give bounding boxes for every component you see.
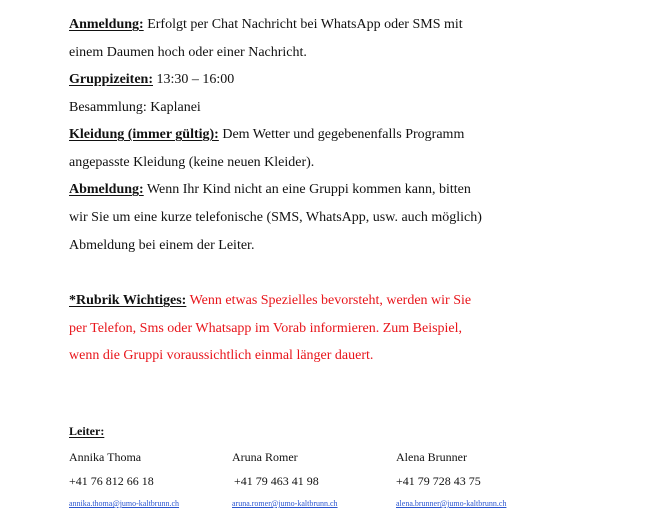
abmeldung-text-1: Wenn Ihr Kind nicht an eine Gruppi kommen kann, bitten xyxy=(143,182,471,197)
contact-name: Annika Thoma xyxy=(69,450,142,464)
kleidung-text-1: Dem Wetter und gegebenenfalls Programm xyxy=(218,127,465,142)
contact-email-link[interactable]: annika.thoma@jumo-kaltbrunn.ch xyxy=(69,499,180,508)
gruppizeiten-text: 13:30 – 16:00 xyxy=(153,72,235,87)
kleidung-label: Kleidung (immer gültig): xyxy=(69,127,219,142)
anmeldung-line-1 xyxy=(69,16,463,34)
gruppizeiten-line xyxy=(69,71,234,89)
anmeldung-line-2 xyxy=(69,44,307,62)
kleidung-text-2: angepasste Kleidung (keine neuen Kleider). xyxy=(69,155,315,170)
abmeldung-line-2 xyxy=(69,209,482,227)
rubrik-text-2: per Telefon, Sms oder Whatsapp im Vorab informieren. Zum Beispiel, xyxy=(69,321,463,336)
abmeldung-text-3: Abmeldung bei einem der Leiter. xyxy=(69,238,255,253)
kleidung-line-2 xyxy=(69,154,314,172)
contact-name: Aruna Romer xyxy=(232,450,298,464)
contact-phone: +41 79 463 41 98 xyxy=(234,474,319,488)
rubrik-line-1 xyxy=(69,292,471,310)
abmeldung-text-2: wir Sie um eine kurze telefonische (SMS, WhatsApp, usw. auch möglich) xyxy=(69,210,482,225)
contact-email-link[interactable]: aruna.romer@jumo-kaltbrunn.ch xyxy=(232,499,338,508)
rubrik-line-3 xyxy=(69,347,373,365)
abmeldung-line-1 xyxy=(69,181,471,199)
besammlung-text: Besammlung: Kaplanei xyxy=(69,100,201,115)
anmeldung-text-1: Erfolgt per Chat Nachricht bei WhatsApp oder SMS mit xyxy=(143,17,463,32)
kleidung-line-1 xyxy=(69,126,464,144)
anmeldung-text-2: einem Daumen hoch oder einer Nachricht. xyxy=(69,45,307,60)
rubrik-text-1: Wenn etwas Spezielles bevorsteht, werden wir Sie xyxy=(186,293,472,308)
contact-phone: +41 79 728 43 75 xyxy=(396,474,481,488)
contact-phone: +41 76 812 66 18 xyxy=(69,474,154,488)
abmeldung-label: Abmeldung: xyxy=(69,182,144,197)
abmeldung-line-3 xyxy=(69,237,254,255)
anmeldung-label: Anmeldung: xyxy=(69,17,144,32)
rubrik-text-3: wenn die Gruppi voraussichtlich einmal länger dauert. xyxy=(69,348,374,363)
besammlung-line xyxy=(69,99,201,117)
leiter-title: Leiter: xyxy=(69,424,105,438)
contact-name: Alena Brunner xyxy=(396,450,467,464)
rubrik-line-2 xyxy=(69,320,462,338)
gruppizeiten-label: Gruppizeiten: xyxy=(69,72,153,87)
contact-email-link[interactable]: alena.brunner@jumo-kaltbrunn.ch xyxy=(396,499,507,508)
rubrik-label: *Rubrik Wichtiges: xyxy=(69,293,187,308)
